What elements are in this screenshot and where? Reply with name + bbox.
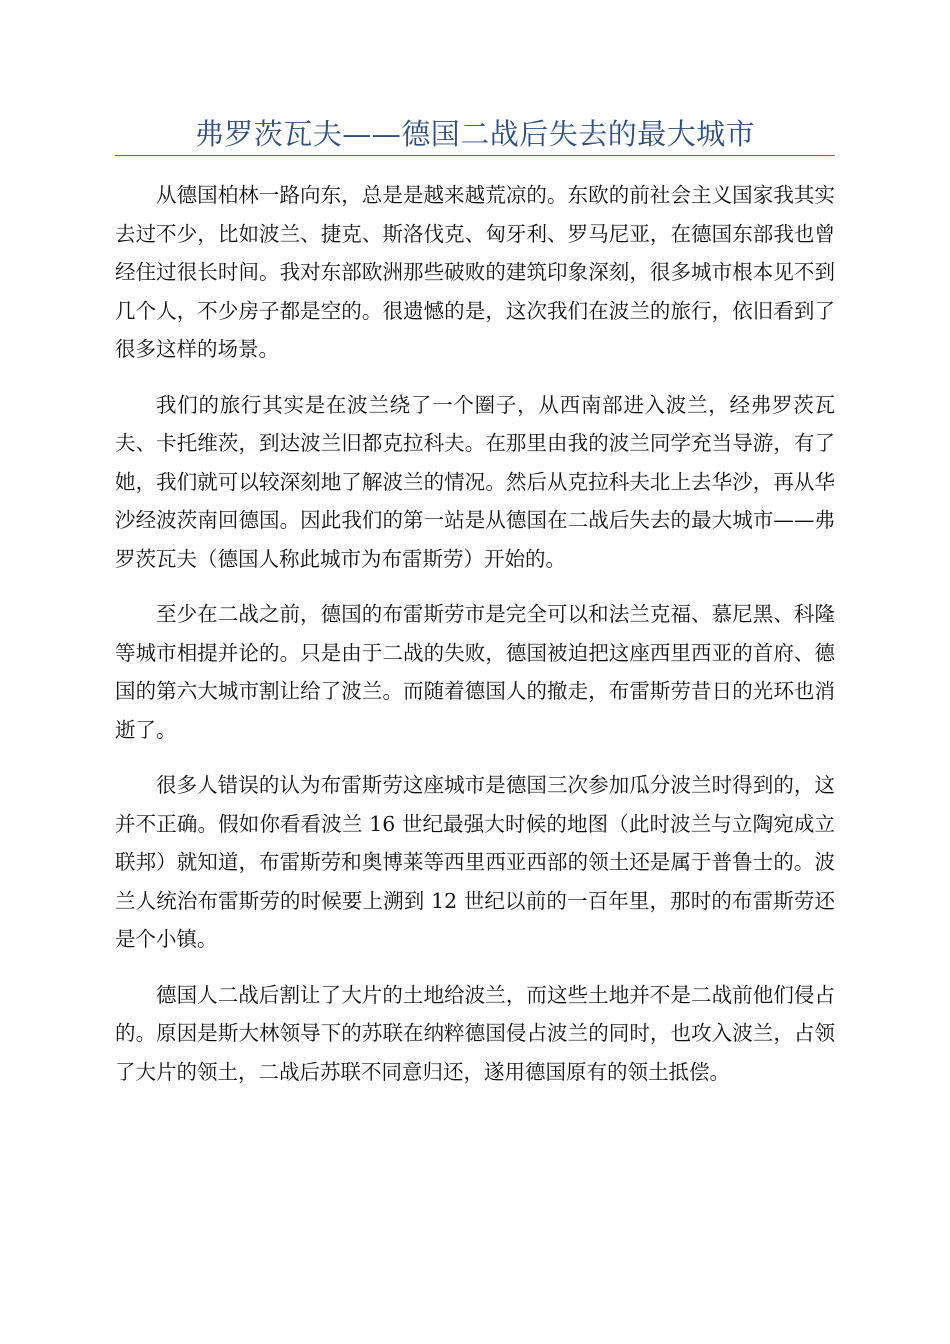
paragraph-3: 至少在二战之前，德国的布雷斯劳市是完全可以和法兰克福、慕尼黑、科隆等城市相提并论的。只是由于二战的失败，德国被迫把这座西里西亚的首府、德国的第六大城市割让给了波兰。而随着德国人的撤走，布雷斯劳昔日的光环也消逝了。 <box>115 602 835 742</box>
paragraph-4: 很多人错误的认为布雷斯劳这座城市是德国三次参加瓜分波兰时得到的，这并不正确。假如你看看波兰 16 世纪最强大时候的地图（此时波兰与立陶宛成立联邦）就知道，布雷斯劳和奥博莱等西里西亚西部的领土还是属于普鲁士的。波兰人统治布雷斯劳的时候要上溯到 12 世纪以前的一百年里，那时的布雷斯劳还是个小镇。 <box>115 773 835 951</box>
title-underline <box>115 155 835 156</box>
paragraph-1: 从德国柏林一路向东，总是是越来越荒凉的。东欧的前社会主义国家我其实去过不少，比如波兰、捷克、斯洛伐克、匈牙利、罗马尼亚，在德国东部我也曾经住过很长时间。我对东部欧洲那些破败的建筑印象深刻，很多城市根本见不到几个人，不少房子都是空的。很遗憾的是，这次我们在波兰的旅行，依旧看到了很多这样的场景。 <box>115 183 835 361</box>
paragraph-5: 德国人二战后割让了大片的土地给波兰，而这些土地并不是二战前他们侵占的。原因是斯大林领导下的苏联在纳粹德国侵占波兰的同时，也攻入波兰，占领了大片的领土，二战后苏联不同意归还，遂用德国原有的领土抵偿。 <box>115 982 835 1084</box>
document-title: 弗罗茨瓦夫——德国二战后失去的最大城市 <box>194 117 756 151</box>
paragraph-2: 我们的旅行其实是在波兰绕了一个圈子，从西南部进入波兰，经弗罗茨瓦夫、卡托维茨，到达波兰旧都克拉科夫。在那里由我的波兰同学充当导游，有了她，我们就可以较深刻地了解波兰的情况。然后从克拉科夫北上去华沙，再从华沙经波茨南回德国。因此我们的第一站是从德国在二战后失去的最大城市——弗罗茨瓦夫（德国人称此城市为布雷斯劳）开始的。 <box>115 392 835 571</box>
document-body <box>115 176 835 1108</box>
